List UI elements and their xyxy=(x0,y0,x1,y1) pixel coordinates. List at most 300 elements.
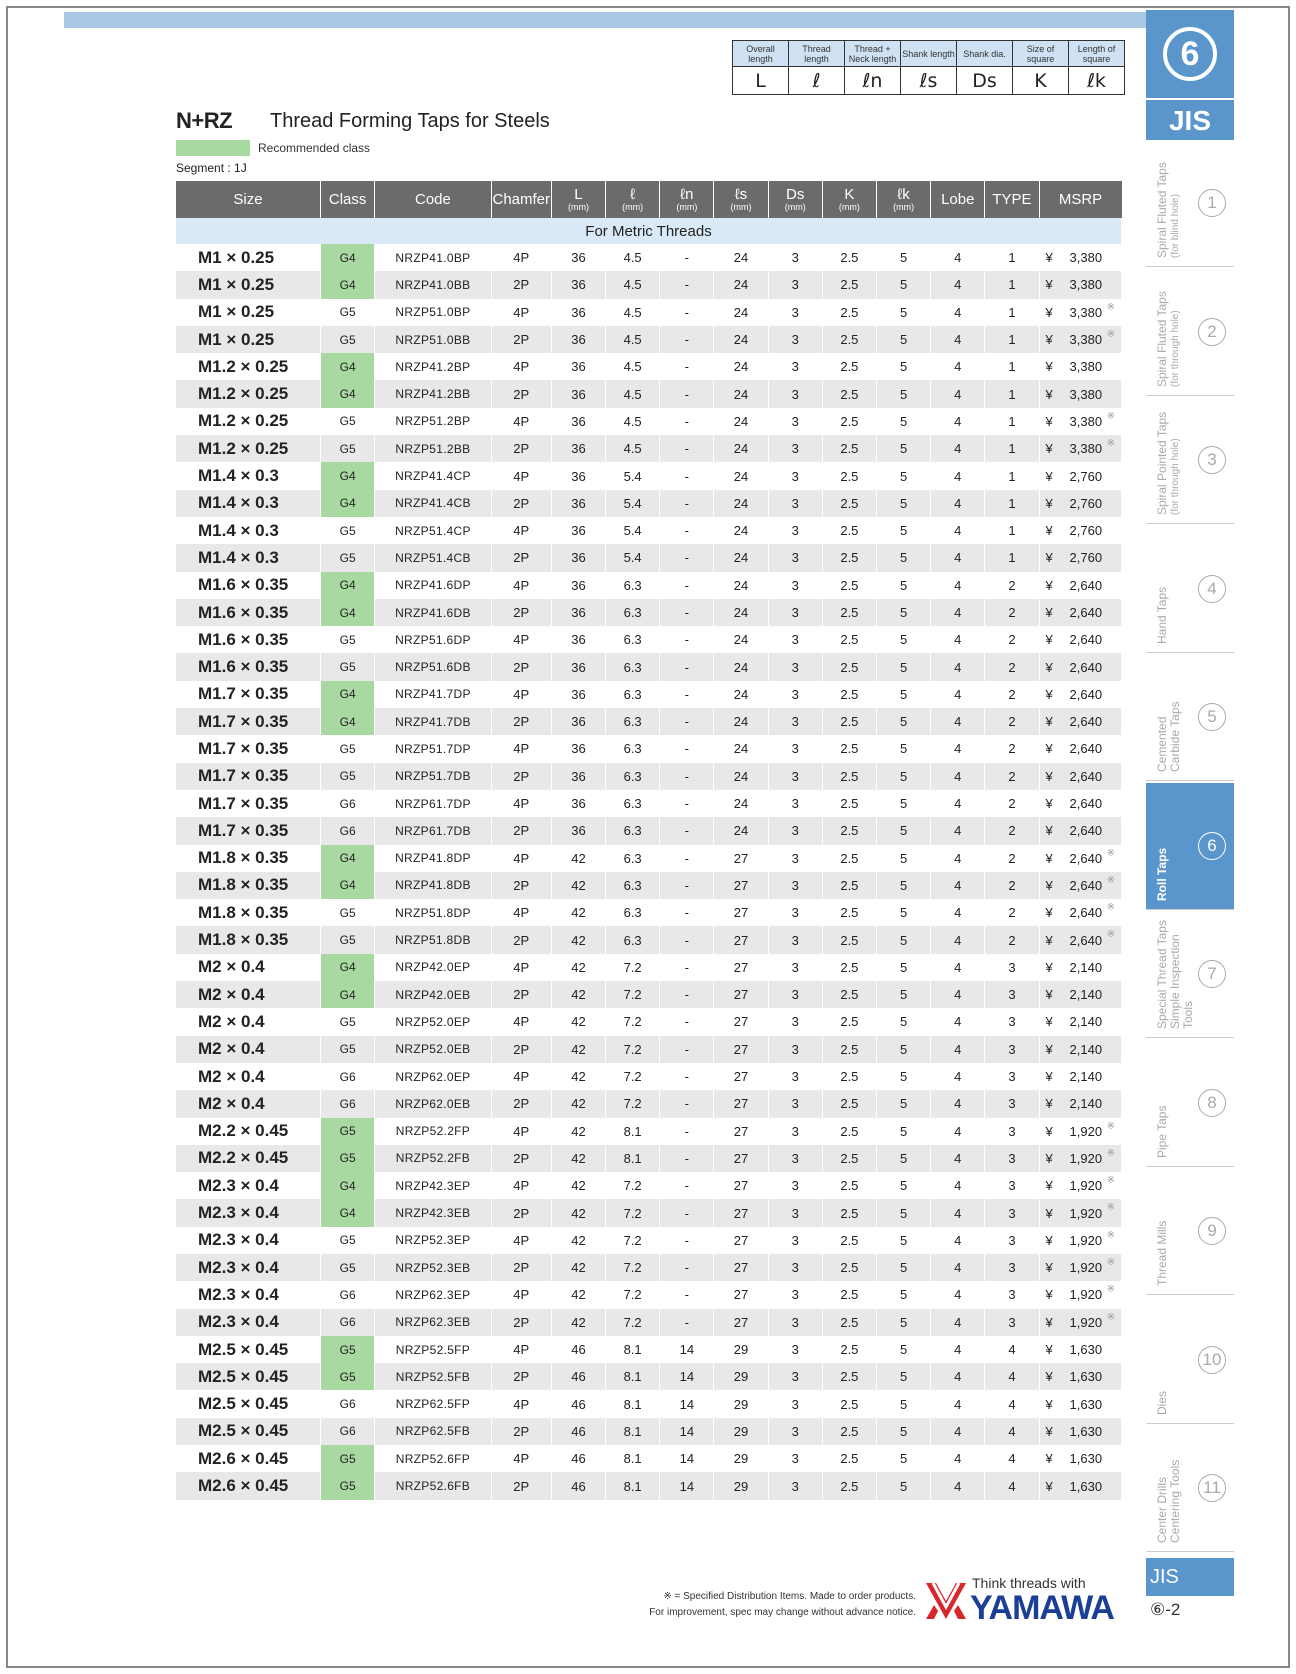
cell-msrp xyxy=(1039,626,1121,653)
sidebar-tab-subtitle: (for through hole) xyxy=(1170,438,1181,515)
cell-type: 3 xyxy=(985,1090,1039,1117)
cell-type: 2 xyxy=(985,790,1039,817)
msrp-value: 3,380 xyxy=(1069,332,1103,348)
cell-Ds: 3 xyxy=(768,872,822,899)
cell-lobe: 4 xyxy=(931,408,985,435)
cell-msrp xyxy=(1039,572,1121,599)
cell-lk: 5 xyxy=(876,326,930,353)
sidebar-tab-label xyxy=(1156,1305,1196,1415)
cell-ls: 27 xyxy=(714,1227,768,1254)
cell-l: 6.3 xyxy=(606,790,660,817)
cell-lobe: 4 xyxy=(931,1309,985,1336)
cell-lobe: 4 xyxy=(931,708,985,735)
cell-ln: - xyxy=(660,435,714,462)
table-row xyxy=(176,380,1122,407)
cell-class: G5 xyxy=(321,1036,375,1063)
cell-size: M1.6 × 0.35 xyxy=(176,599,321,626)
cell-L: 42 xyxy=(551,1172,605,1199)
cell-size: M1.2 × 0.25 xyxy=(176,408,321,435)
cell-ln: 14 xyxy=(660,1445,714,1472)
cell-chamfer: 4P xyxy=(491,954,551,981)
currency-symbol: ¥ xyxy=(1045,605,1053,620)
cell-class: G5 xyxy=(321,435,375,462)
cell-chamfer: 2P xyxy=(491,1472,551,1499)
cell-ls: 24 xyxy=(714,271,768,298)
cell-K: 2.5 xyxy=(822,1445,876,1472)
table-row xyxy=(176,408,1122,435)
cell-class: G5 xyxy=(321,1227,375,1254)
cell-size: M1.4 × 0.3 xyxy=(176,544,321,571)
cell-lobe: 4 xyxy=(931,954,985,981)
cell-msrp xyxy=(1039,1254,1121,1281)
table-row xyxy=(176,763,1122,790)
cell-chamfer: 2P xyxy=(491,817,551,844)
legend-label: Thread length xyxy=(789,41,845,67)
jis-label: JIS xyxy=(1146,98,1234,140)
cell-ln: - xyxy=(660,244,714,271)
msrp-value: 3,380 xyxy=(1069,304,1103,320)
cell-code: NRZP41.2BB xyxy=(375,380,491,407)
section-header: For Metric Threads xyxy=(176,218,1122,244)
cell-type: 1 xyxy=(985,353,1039,380)
cell-type: 2 xyxy=(985,653,1039,680)
cell-class: G5 xyxy=(321,1445,375,1472)
table-row xyxy=(176,1090,1122,1117)
table-row xyxy=(176,926,1122,953)
cell-ln: - xyxy=(660,1090,714,1117)
cell-l: 7.2 xyxy=(606,1254,660,1281)
cell-Ds: 3 xyxy=(768,1445,822,1472)
cell-lobe: 4 xyxy=(931,462,985,489)
cell-Ds: 3 xyxy=(768,763,822,790)
cell-ln: - xyxy=(660,1008,714,1035)
cell-lobe: 4 xyxy=(931,626,985,653)
cell-type: 1 xyxy=(985,544,1039,571)
table-row xyxy=(176,1172,1122,1199)
cell-L: 42 xyxy=(551,981,605,1008)
cell-code: NRZP51.7DB xyxy=(375,763,491,790)
cell-class: G4 xyxy=(321,380,375,407)
currency-symbol: ¥ xyxy=(1045,304,1053,320)
cell-msrp xyxy=(1039,708,1121,735)
sidebar-tab[interactable] xyxy=(1146,140,1234,267)
cell-ln: 14 xyxy=(660,1336,714,1363)
cell-size: M2.3 × 0.4 xyxy=(176,1281,321,1308)
cell-type: 1 xyxy=(985,380,1039,407)
cell-type: 1 xyxy=(985,271,1039,298)
cell-ls: 24 xyxy=(714,708,768,735)
sidebar-tab-subtitle: Centering Tools xyxy=(1168,1459,1182,1543)
sidebar-tab[interactable] xyxy=(1146,783,1234,910)
cell-L: 42 xyxy=(551,1309,605,1336)
cell-lk: 5 xyxy=(876,626,930,653)
cell-type: 3 xyxy=(985,1063,1039,1090)
cell-K: 2.5 xyxy=(822,926,876,953)
cell-K: 2.5 xyxy=(822,1090,876,1117)
cell-l: 7.2 xyxy=(606,1036,660,1063)
cell-ls: 29 xyxy=(714,1336,768,1363)
table-row xyxy=(176,1227,1122,1254)
column-header-name: K xyxy=(844,185,855,203)
cell-chamfer: 4P xyxy=(491,1118,551,1145)
cell-type: 2 xyxy=(985,626,1039,653)
cell-L: 36 xyxy=(551,681,605,708)
cell-size: M1 × 0.25 xyxy=(176,244,321,271)
cell-lk: 5 xyxy=(876,1036,930,1063)
cell-type: 2 xyxy=(985,845,1039,872)
msrp-value: 2,760 xyxy=(1069,495,1103,511)
cell-l: 7.2 xyxy=(606,954,660,981)
cell-msrp xyxy=(1039,408,1121,435)
cell-K: 2.5 xyxy=(822,517,876,544)
sidebar-tab-label xyxy=(1156,405,1196,515)
cell-lk: 5 xyxy=(876,954,930,981)
cell-msrp xyxy=(1039,845,1121,872)
cell-type: 3 xyxy=(985,1309,1039,1336)
sidebar-tab-number: 7 xyxy=(1198,960,1226,988)
cell-chamfer: 2P xyxy=(491,1090,551,1117)
cell-code: NRZP62.3EB xyxy=(375,1309,491,1336)
cell-size: M1.6 × 0.35 xyxy=(176,572,321,599)
cell-class: G4 xyxy=(321,1172,375,1199)
cell-type: 2 xyxy=(985,926,1039,953)
cell-code: NRZP52.5FP xyxy=(375,1336,491,1363)
currency-symbol: ¥ xyxy=(1045,250,1053,266)
chapter-badge xyxy=(1146,10,1234,98)
table-row xyxy=(176,790,1122,817)
table-row xyxy=(176,817,1122,844)
cell-chamfer: 4P xyxy=(491,517,551,544)
cell-ln: - xyxy=(660,1145,714,1172)
sidebar-tab-label xyxy=(1156,148,1196,258)
cell-code: NRZP62.0EB xyxy=(375,1090,491,1117)
cell-lk: 5 xyxy=(876,1008,930,1035)
cell-K: 2.5 xyxy=(822,1281,876,1308)
column-header-name: ℓ xyxy=(630,185,636,203)
cell-lobe: 4 xyxy=(931,872,985,899)
cell-ls: 24 xyxy=(714,763,768,790)
cell-ls: 27 xyxy=(714,1008,768,1035)
cell-msrp xyxy=(1039,735,1121,762)
currency-symbol: ¥ xyxy=(1045,332,1053,348)
cell-K: 2.5 xyxy=(822,845,876,872)
cell-ln: - xyxy=(660,462,714,489)
sidebar-tab-number: 4 xyxy=(1198,575,1226,603)
table-row xyxy=(176,1418,1122,1445)
cell-Ds: 3 xyxy=(768,926,822,953)
cell-code: NRZP61.7DB xyxy=(375,817,491,844)
cell-code: NRZP52.2FP xyxy=(375,1118,491,1145)
cell-ls: 29 xyxy=(714,1445,768,1472)
cell-ls: 24 xyxy=(714,626,768,653)
cell-ls: 27 xyxy=(714,926,768,953)
cell-Ds: 3 xyxy=(768,1063,822,1090)
cell-type: 4 xyxy=(985,1363,1039,1390)
cell-size: M2 × 0.4 xyxy=(176,1090,321,1117)
cell-type: 1 xyxy=(985,244,1039,271)
cell-L: 46 xyxy=(551,1390,605,1417)
currency-symbol: ¥ xyxy=(1045,277,1053,293)
cell-Ds: 3 xyxy=(768,1390,822,1417)
cell-chamfer: 4P xyxy=(491,408,551,435)
cell-ls: 27 xyxy=(714,1036,768,1063)
cell-K: 2.5 xyxy=(822,326,876,353)
cell-chamfer: 2P xyxy=(491,981,551,1008)
cell-msrp xyxy=(1039,599,1121,626)
yamawa-mark-icon xyxy=(924,1577,968,1621)
cell-lk: 5 xyxy=(876,517,930,544)
cell-class: G5 xyxy=(321,899,375,926)
cell-l: 7.2 xyxy=(606,1227,660,1254)
cell-code: NRZP51.4CP xyxy=(375,517,491,544)
cell-L: 42 xyxy=(551,1090,605,1117)
cell-l: 5.4 xyxy=(606,544,660,571)
sidebar-tab-number: 10 xyxy=(1198,1346,1226,1374)
table-row xyxy=(176,1390,1122,1417)
cell-type: 4 xyxy=(985,1445,1039,1472)
cell-type: 1 xyxy=(985,517,1039,544)
segment-label: Segment : 1J xyxy=(176,161,247,175)
cell-msrp xyxy=(1039,1145,1121,1172)
cell-class: G6 xyxy=(321,1090,375,1117)
cell-L: 42 xyxy=(551,899,605,926)
column-header xyxy=(551,181,605,218)
cell-code: NRZP62.3EP xyxy=(375,1281,491,1308)
cell-Ds: 3 xyxy=(768,1145,822,1172)
sidebar-tab[interactable] xyxy=(1146,1297,1234,1424)
cell-K: 2.5 xyxy=(822,435,876,462)
cell-L: 36 xyxy=(551,462,605,489)
table-row xyxy=(176,1008,1122,1035)
cell-Ds: 3 xyxy=(768,954,822,981)
column-header xyxy=(822,181,876,218)
currency-symbol: ¥ xyxy=(1045,1478,1053,1494)
cell-Ds: 3 xyxy=(768,271,822,298)
currency-symbol: ¥ xyxy=(1045,359,1053,375)
sidebar-tab-subtitle: Simple Inspection Tools xyxy=(1168,934,1195,1029)
cell-ls: 24 xyxy=(714,599,768,626)
sidebar-tab[interactable] xyxy=(1146,1168,1234,1295)
table-row xyxy=(176,1445,1122,1472)
cell-type: 1 xyxy=(985,490,1039,517)
column-header xyxy=(321,181,375,218)
currency-symbol: ¥ xyxy=(1045,1041,1053,1057)
table-row xyxy=(176,244,1122,271)
cell-code: NRZP41.4CP xyxy=(375,462,491,489)
cell-chamfer: 2P xyxy=(491,708,551,735)
cell-Ds: 3 xyxy=(768,572,822,599)
cell-msrp xyxy=(1039,1309,1121,1336)
cell-class: G5 xyxy=(321,544,375,571)
msrp-value: 2,640 xyxy=(1069,659,1103,675)
cell-K: 2.5 xyxy=(822,653,876,680)
msrp-value: 2,140 xyxy=(1069,959,1103,975)
cell-chamfer: 4P xyxy=(491,1281,551,1308)
currency-symbol: ¥ xyxy=(1045,1069,1053,1085)
cell-chamfer: 2P xyxy=(491,599,551,626)
currency-symbol: ¥ xyxy=(1045,413,1053,429)
legend-symbol: ℓn xyxy=(845,67,901,95)
cell-msrp xyxy=(1039,1172,1121,1199)
product-series-title: N+RZ xyxy=(176,108,233,133)
table-row xyxy=(176,1336,1122,1363)
column-header xyxy=(606,181,660,218)
cell-class: G5 xyxy=(321,408,375,435)
cell-ls: 27 xyxy=(714,954,768,981)
cell-lk: 5 xyxy=(876,490,930,517)
cell-chamfer: 4P xyxy=(491,681,551,708)
cell-L: 46 xyxy=(551,1336,605,1363)
cell-L: 36 xyxy=(551,271,605,298)
cell-size: M1.8 × 0.35 xyxy=(176,872,321,899)
cell-code: NRZP41.2BP xyxy=(375,353,491,380)
cell-type: 1 xyxy=(985,326,1039,353)
cell-K: 2.5 xyxy=(822,899,876,926)
currency-symbol: ¥ xyxy=(1045,877,1053,893)
cell-ln: - xyxy=(660,708,714,735)
cell-lk: 5 xyxy=(876,462,930,489)
cell-L: 36 xyxy=(551,380,605,407)
cell-class: G5 xyxy=(321,653,375,680)
cell-class: G5 xyxy=(321,1008,375,1035)
cell-ls: 27 xyxy=(714,1281,768,1308)
cell-L: 36 xyxy=(551,353,605,380)
cell-Ds: 3 xyxy=(768,517,822,544)
cell-L: 36 xyxy=(551,708,605,735)
cell-msrp xyxy=(1039,517,1121,544)
cell-Ds: 3 xyxy=(768,790,822,817)
cell-lk: 5 xyxy=(876,735,930,762)
sidebar-tab-label xyxy=(1156,1048,1196,1158)
cell-class: G6 xyxy=(321,1063,375,1090)
sidebar-tab-label xyxy=(1156,791,1196,901)
sidebar-tab-title: Spiral Pointed Taps xyxy=(1155,411,1169,515)
cell-chamfer: 2P xyxy=(491,1199,551,1226)
cell-ls: 24 xyxy=(714,653,768,680)
cell-l: 6.3 xyxy=(606,926,660,953)
sidebar-tab[interactable] xyxy=(1146,1040,1234,1167)
table-row xyxy=(176,681,1122,708)
cell-l: 8.1 xyxy=(606,1118,660,1145)
msrp-value: 1,630 xyxy=(1069,1342,1103,1358)
cell-size: M1.7 × 0.35 xyxy=(176,763,321,790)
currency-symbol: ¥ xyxy=(1045,1232,1053,1248)
sidebar-tab[interactable] xyxy=(1146,526,1234,653)
cell-class: G6 xyxy=(321,1281,375,1308)
cell-msrp xyxy=(1039,435,1121,462)
cell-type: 3 xyxy=(985,1254,1039,1281)
cell-chamfer: 2P xyxy=(491,1309,551,1336)
currency-symbol: ¥ xyxy=(1045,1123,1053,1139)
table-row xyxy=(176,1199,1122,1226)
table-row xyxy=(176,435,1122,462)
cell-ls: 27 xyxy=(714,872,768,899)
column-header xyxy=(176,181,321,218)
cell-chamfer: 2P xyxy=(491,872,551,899)
cell-code: NRZP52.0EP xyxy=(375,1008,491,1035)
cell-ln: - xyxy=(660,599,714,626)
cell-L: 36 xyxy=(551,626,605,653)
sidebar-tab[interactable] xyxy=(1146,1425,1234,1552)
sidebar-tab[interactable] xyxy=(1146,269,1234,396)
cell-lk: 5 xyxy=(876,380,930,407)
cell-lk: 5 xyxy=(876,1199,930,1226)
cell-lobe: 4 xyxy=(931,1281,985,1308)
cell-size: M2.5 × 0.45 xyxy=(176,1336,321,1363)
cell-l: 8.1 xyxy=(606,1363,660,1390)
cell-msrp xyxy=(1039,872,1121,899)
sidebar-tab[interactable] xyxy=(1146,397,1234,524)
currency-symbol: ¥ xyxy=(1045,1342,1053,1358)
cell-type: 3 xyxy=(985,954,1039,981)
cell-lk: 5 xyxy=(876,1118,930,1145)
cell-class: G4 xyxy=(321,681,375,708)
cell-K: 2.5 xyxy=(822,1472,876,1499)
cell-lk: 5 xyxy=(876,1390,930,1417)
cell-lk: 5 xyxy=(876,599,930,626)
cell-l: 7.2 xyxy=(606,1309,660,1336)
currency-symbol: ¥ xyxy=(1045,1178,1053,1194)
cell-msrp xyxy=(1039,763,1121,790)
column-header-name: ℓk xyxy=(897,185,910,203)
column-header-unit: (mm) xyxy=(893,201,915,212)
sidebar-tab[interactable] xyxy=(1146,654,1234,781)
cell-ls: 27 xyxy=(714,1063,768,1090)
cell-size: M2 × 0.4 xyxy=(176,1036,321,1063)
cell-msrp xyxy=(1039,1363,1121,1390)
cell-type: 2 xyxy=(985,599,1039,626)
cell-ln: - xyxy=(660,1036,714,1063)
cell-l: 6.3 xyxy=(606,626,660,653)
cell-lk: 5 xyxy=(876,1472,930,1499)
cell-Ds: 3 xyxy=(768,408,822,435)
cell-type: 2 xyxy=(985,763,1039,790)
table-row xyxy=(176,544,1122,571)
cell-Ds: 3 xyxy=(768,1363,822,1390)
cell-ls: 27 xyxy=(714,899,768,926)
cell-code: NRZP52.3EP xyxy=(375,1227,491,1254)
table-row xyxy=(176,872,1122,899)
cell-msrp xyxy=(1039,1036,1121,1063)
cell-code: NRZP42.3EB xyxy=(375,1199,491,1226)
cell-code: NRZP51.2BB xyxy=(375,435,491,462)
cell-Ds: 3 xyxy=(768,626,822,653)
cell-lobe: 4 xyxy=(931,681,985,708)
cell-chamfer: 2P xyxy=(491,435,551,462)
cell-code: NRZP41.4CB xyxy=(375,490,491,517)
cell-Ds: 3 xyxy=(768,817,822,844)
msrp-value: 1,920 xyxy=(1069,1287,1103,1303)
cell-lk: 5 xyxy=(876,408,930,435)
cell-ls: 24 xyxy=(714,517,768,544)
table-row xyxy=(176,626,1122,653)
cell-lobe: 4 xyxy=(931,1145,985,1172)
cell-lk: 5 xyxy=(876,653,930,680)
cell-K: 2.5 xyxy=(822,1118,876,1145)
sidebar-tab[interactable] xyxy=(1146,911,1234,1038)
cell-L: 46 xyxy=(551,1445,605,1472)
cell-ls: 24 xyxy=(714,244,768,271)
cell-chamfer: 2P xyxy=(491,380,551,407)
sidebar-tab-title: Pipe Taps xyxy=(1155,1105,1169,1158)
msrp-value: 2,760 xyxy=(1069,468,1103,484)
cell-K: 2.5 xyxy=(822,1036,876,1063)
cell-chamfer: 4P xyxy=(491,1172,551,1199)
currency-symbol: ¥ xyxy=(1045,1205,1053,1221)
cell-Ds: 3 xyxy=(768,708,822,735)
cell-chamfer: 4P xyxy=(491,572,551,599)
legend-label: Shank dia. xyxy=(957,41,1013,67)
